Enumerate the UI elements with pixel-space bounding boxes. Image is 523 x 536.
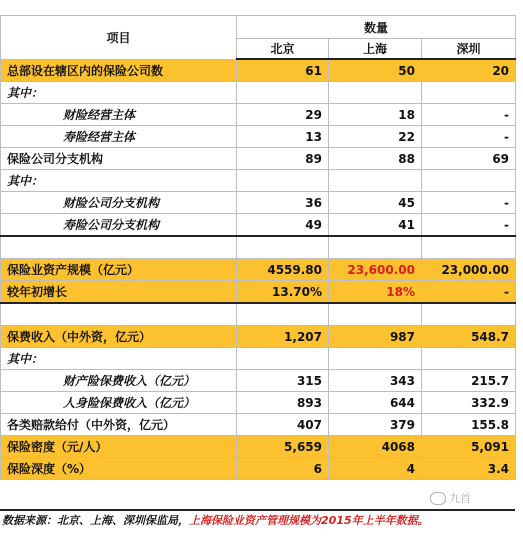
row-label: 寿险公司分支机构 bbox=[1, 214, 237, 237]
value-beijing: 89 bbox=[237, 148, 329, 170]
value-shanghai: 22 bbox=[329, 126, 422, 148]
value-beijing: 49 bbox=[237, 214, 329, 237]
value-shanghai: 18% bbox=[329, 281, 422, 304]
value-shenzhen: - bbox=[422, 126, 516, 148]
value-beijing: 315 bbox=[237, 370, 329, 392]
table-row bbox=[1, 82, 516, 104]
value-shanghai: 41 bbox=[329, 214, 422, 237]
row-label: 较年初增长 bbox=[1, 281, 237, 304]
header-row-top bbox=[1, 16, 516, 39]
row-label: 人身险保费收入（亿元） bbox=[1, 392, 237, 414]
value-shenzhen: 332.9 bbox=[422, 392, 516, 414]
table-row bbox=[1, 104, 516, 126]
value-shenzhen: - bbox=[422, 281, 516, 304]
row-label: 财险经营主体 bbox=[1, 104, 237, 126]
row-label: 保险业资产规模（亿元） bbox=[1, 259, 237, 281]
row-label: 保险深度（%） bbox=[1, 458, 237, 480]
value-shenzhen: 3.4 bbox=[422, 458, 516, 480]
table-row bbox=[1, 259, 516, 281]
value-beijing: 4559.80 bbox=[237, 259, 329, 281]
source-footnote bbox=[0, 509, 515, 531]
value-beijing: 13.70% bbox=[237, 281, 329, 304]
row-label: 保险密度（元/人） bbox=[1, 436, 237, 458]
row-label: 保险公司分支机构 bbox=[1, 148, 237, 170]
quantity-header: 数量 bbox=[237, 16, 516, 39]
value-shanghai: 88 bbox=[329, 148, 422, 170]
table-row bbox=[1, 348, 516, 370]
city-header-shenzhen: 深圳 bbox=[422, 39, 516, 60]
row-label: 其中： bbox=[1, 170, 237, 192]
row-label: 其中： bbox=[1, 82, 237, 104]
value-shanghai: 987 bbox=[329, 326, 422, 348]
row-label: 寿险经营主体 bbox=[1, 126, 237, 148]
value-shenzhen: - bbox=[422, 214, 516, 237]
value-shenzhen: - bbox=[422, 104, 516, 126]
table-row bbox=[1, 59, 516, 82]
value-shenzhen: 548.7 bbox=[422, 326, 516, 348]
value-shenzhen: 20 bbox=[422, 59, 516, 82]
table-row bbox=[1, 192, 516, 214]
value-shanghai: 644 bbox=[329, 392, 422, 414]
table-row bbox=[1, 170, 516, 192]
value-shenzhen: 155.8 bbox=[422, 414, 516, 436]
value-beijing: 5,659 bbox=[237, 436, 329, 458]
value-shenzhen: 69 bbox=[422, 148, 516, 170]
table-row bbox=[1, 370, 516, 392]
watermark-text: 九首 bbox=[449, 492, 471, 505]
value-shanghai: 343 bbox=[329, 370, 422, 392]
table-row bbox=[1, 148, 516, 170]
row-label: 各类赔款给付（中外资，亿元） bbox=[1, 414, 237, 436]
value-beijing: 61 bbox=[237, 59, 329, 82]
value-beijing: 6 bbox=[237, 458, 329, 480]
value-beijing: 29 bbox=[237, 104, 329, 126]
footnote-source: 数据来源：北京、上海、深圳保监局， bbox=[2, 514, 189, 527]
value-shanghai: 50 bbox=[329, 59, 422, 82]
table-row bbox=[1, 326, 516, 348]
table-row bbox=[1, 458, 516, 480]
value-beijing: 36 bbox=[237, 192, 329, 214]
value-shanghai: 379 bbox=[329, 414, 422, 436]
city-header-shanghai: 上海 bbox=[329, 39, 422, 60]
table-row bbox=[1, 281, 516, 304]
table-row bbox=[1, 392, 516, 414]
spacer-row bbox=[1, 303, 516, 326]
value-shenzhen: - bbox=[422, 192, 516, 214]
value-beijing: 893 bbox=[237, 392, 329, 414]
row-label: 财险公司分支机构 bbox=[1, 192, 237, 214]
value-shenzhen: 23,000.00 bbox=[422, 259, 516, 281]
spacer-row bbox=[1, 236, 516, 259]
footnote-remark: 上海保险业资产管理规模为2015年上半年数据。 bbox=[189, 514, 429, 527]
table-row bbox=[1, 436, 516, 458]
row-label: 总部设在辖区内的保险公司数 bbox=[1, 59, 237, 82]
value-shenzhen: 5,091 bbox=[422, 436, 516, 458]
row-label: 其中： bbox=[1, 348, 237, 370]
insurance-stats-table bbox=[0, 15, 516, 480]
value-shanghai: 4068 bbox=[329, 436, 422, 458]
watermark bbox=[430, 490, 471, 506]
item-header: 项目 bbox=[1, 16, 237, 60]
table-row bbox=[1, 414, 516, 436]
value-beijing: 407 bbox=[237, 414, 329, 436]
value-shenzhen: 215.7 bbox=[422, 370, 516, 392]
chat-bubble-icon bbox=[430, 492, 446, 505]
value-shanghai: 45 bbox=[329, 192, 422, 214]
value-shanghai: 4 bbox=[329, 458, 422, 480]
row-label: 财产险保费收入（亿元） bbox=[1, 370, 237, 392]
table-row bbox=[1, 126, 516, 148]
value-shanghai: 23,600.00 bbox=[329, 259, 422, 281]
table-row bbox=[1, 214, 516, 237]
value-shanghai: 18 bbox=[329, 104, 422, 126]
row-label: 保费收入（中外资，亿元） bbox=[1, 326, 237, 348]
value-beijing: 13 bbox=[237, 126, 329, 148]
value-beijing: 1,207 bbox=[237, 326, 329, 348]
city-header-beijing: 北京 bbox=[237, 39, 329, 60]
